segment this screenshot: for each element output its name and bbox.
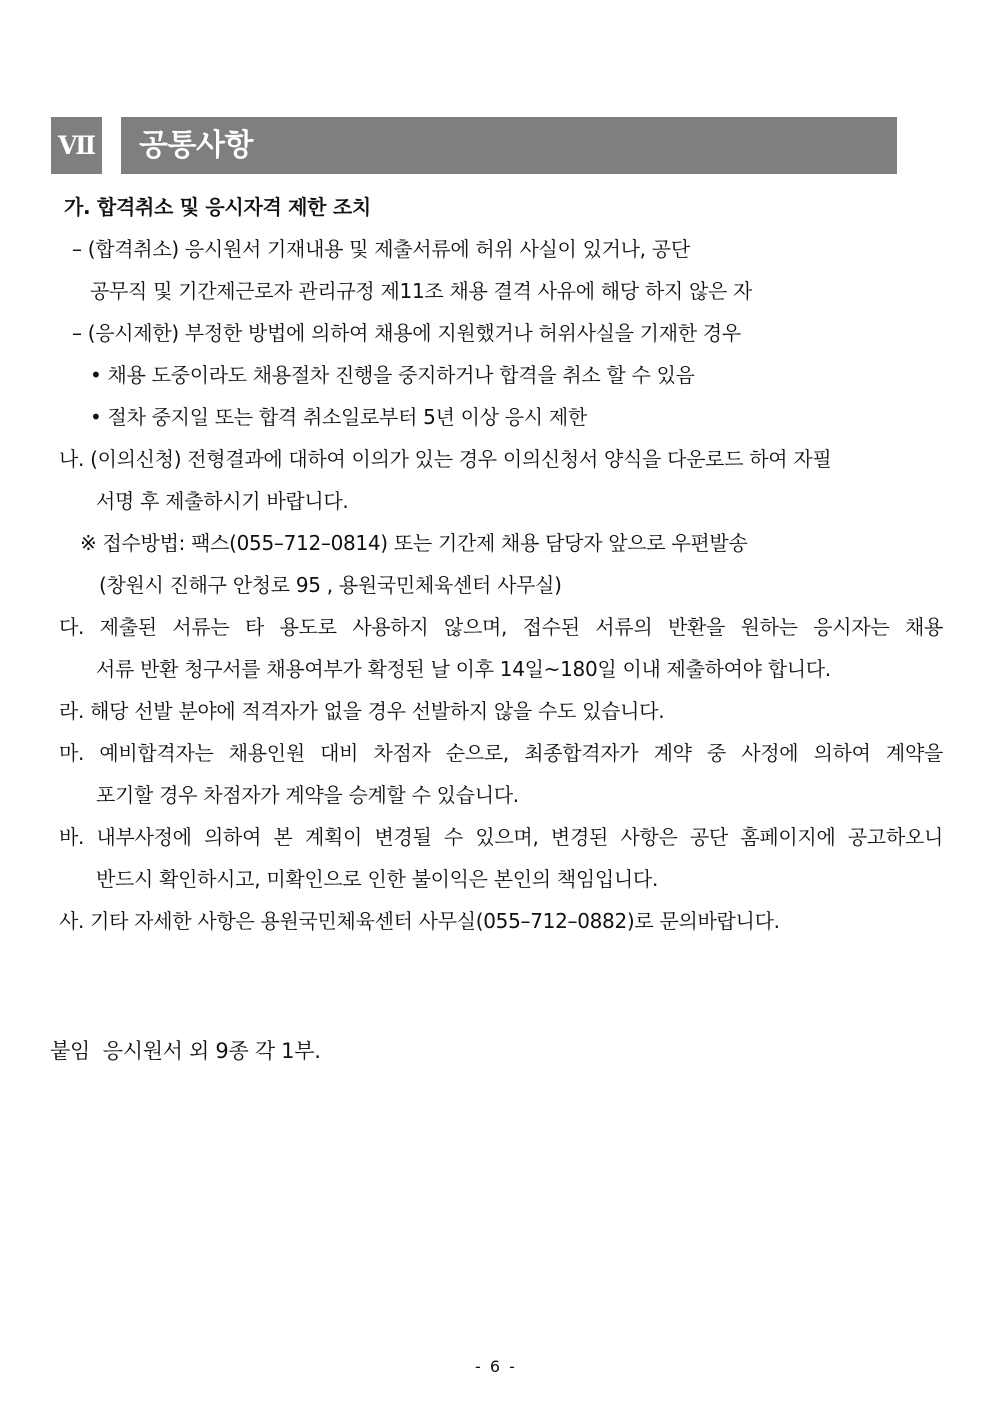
item-na-note2: (창원시 진해구 안청로 95 , 용원국민체육센터 사무실) [99,573,562,597]
section-title-box [121,117,897,174]
item-ga-dash1-line1: – (합격취소) 응시원서 기재내용 및 제출서류에 허위 사실이 있거나, 공단 [72,237,690,261]
item-ga-dash1-line2: 공무직 및 기간제근로자 관리규정 제11조 채용 결격 사유에 해당 하지 않은 자 [90,279,753,303]
section-title: 공통사항 [139,128,253,163]
section-number: Ⅶ [51,117,102,174]
item-ga-bullet2: • 절차 중지일 또는 합격 취소일로부터 5년 이상 응시 제한 [90,405,587,429]
item-ba-line1: 바. 내부사정에 의하여 본 계획이 변경될 수 있으며, 변경된 사항은 공단 홈페이지에 공고하오니 [59,825,943,849]
item-ga-dash2: – (응시제한) 부정한 방법에 의하여 채용에 지원했거나 허위사실을 기재한 경우 [72,321,741,345]
item-ga-title: 가. 합격취소 및 응시자격 제한 조치 [64,195,371,219]
attachment-note: 붙임 응시원서 외 9종 각 1부. [50,1039,321,1063]
item-da-line1: 다. 제출된 서류는 타 용도로 사용하지 않으며, 접수된 서류의 반환을 원하는 응시자는 채용 [59,615,943,639]
item-ga-bullet1: • 채용 도중이라도 채용절차 진행을 중지하거나 합격을 취소 할 수 있음 [90,363,695,387]
item-ba-line2: 반드시 확인하시고, 미확인으로 인한 불이익은 본인의 책임입니다. [96,867,658,891]
item-na-note1: ※ 접수방법: 팩스(055–712–0814) 또는 기간제 채용 담당자 앞으로 우편발송 [80,531,748,555]
item-ra-line1: 라. 해당 선발 분야에 적격자가 없을 경우 선발하지 않을 수도 있습니다. [59,699,665,723]
item-na-line2: 서명 후 제출하시기 바랍니다. [96,489,349,513]
item-sa-line1: 사. 기타 자세한 사항은 용원국민체육센터 사무실(055–712–0882)로 문의바랍니다. [59,909,780,933]
page-number: - 6 - [475,1357,517,1376]
item-na-line1: 나. (이의신청) 전형결과에 대하여 이의가 있는 경우 이의신청서 양식을 다운로드 하여 자필 [59,447,832,471]
section-header [51,117,897,174]
item-da-line2: 서류 반환 청구서를 채용여부가 확정된 날 이후 14일~180일 이내 제출하여야 합니다. [96,657,831,681]
item-ma-line1: 마. 예비합격자는 채용인원 대비 차점자 순으로, 최종합격자가 계약 중 사정에 의하여 계약을 [59,741,943,765]
item-ma-line2: 포기할 경우 차점자가 계약을 승계할 수 있습니다. [96,783,519,807]
